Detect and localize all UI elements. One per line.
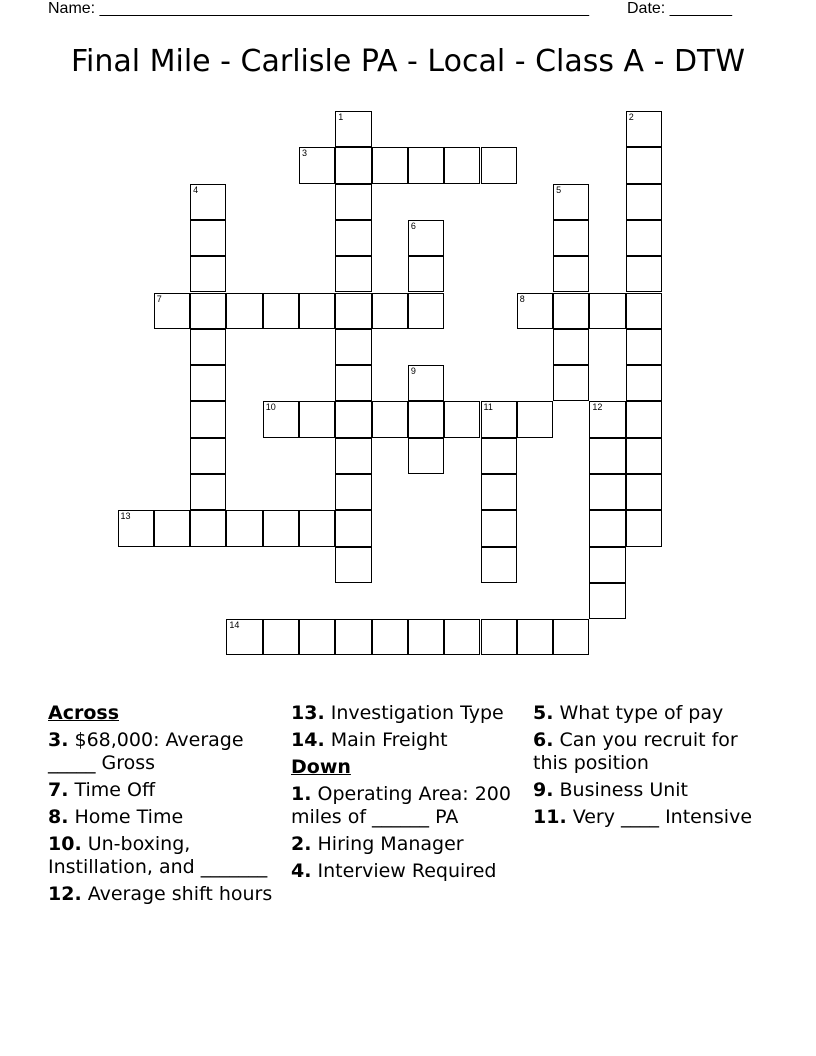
grid-cell[interactable] <box>335 184 371 220</box>
grid-cell[interactable] <box>335 510 371 546</box>
grid-cell[interactable] <box>626 256 662 292</box>
grid-cell[interactable] <box>408 220 444 256</box>
grid-cell[interactable] <box>444 619 480 655</box>
grid-cell[interactable] <box>444 147 480 183</box>
grid-cell[interactable] <box>481 438 517 474</box>
clue-text: Hiring Manager <box>317 833 464 855</box>
cell-number: 14 <box>229 620 240 631</box>
cell-number: 11 <box>483 402 493 413</box>
grid-cell[interactable] <box>190 401 226 437</box>
grid-cell[interactable] <box>335 547 371 583</box>
clue-across-10 <box>48 833 273 879</box>
grid-cell[interactable] <box>408 438 444 474</box>
grid-cell[interactable] <box>626 184 662 220</box>
across-heading: Across <box>48 702 120 724</box>
grid-cell[interactable] <box>335 474 371 510</box>
clue-column-2 <box>291 702 516 887</box>
grid-cell[interactable] <box>553 365 589 401</box>
grid-cell[interactable] <box>335 111 371 147</box>
cell-number: 10 <box>265 402 276 413</box>
cell-number: 6 <box>410 220 416 231</box>
grid-cell[interactable] <box>626 510 662 546</box>
clue-number: 1. <box>291 783 312 805</box>
clue-number: 10. <box>48 833 82 855</box>
grid-cell[interactable] <box>118 510 154 546</box>
clue-down-11 <box>533 806 758 829</box>
clue-across-12 <box>48 883 273 906</box>
grid-cell[interactable] <box>626 111 662 147</box>
grid-cell[interactable] <box>190 438 226 474</box>
cell-number: 5 <box>556 184 562 195</box>
grid-cell[interactable] <box>263 293 299 329</box>
grid-cell[interactable] <box>481 510 517 546</box>
clue-text: Home Time <box>74 806 184 828</box>
clue-number: 12. <box>48 883 82 905</box>
clue-text: Operating Area: 200 miles of ______ PA <box>291 783 511 828</box>
grid-cell[interactable] <box>190 220 226 256</box>
grid-cell[interactable] <box>589 547 625 583</box>
clue-number: 4. <box>291 860 312 882</box>
grid-cell[interactable] <box>335 329 371 365</box>
grid-cell[interactable] <box>299 147 335 183</box>
grid-cell[interactable] <box>589 583 625 619</box>
grid-cell[interactable] <box>299 510 335 546</box>
clue-text: Un-boxing, Instillation, and _______ <box>48 833 268 878</box>
grid-cell[interactable] <box>481 547 517 583</box>
grid-cell[interactable] <box>626 365 662 401</box>
grid-cell[interactable] <box>517 401 553 437</box>
grid-cell[interactable] <box>335 147 371 183</box>
grid-cell[interactable] <box>626 147 662 183</box>
cell-number: 9 <box>410 366 416 377</box>
grid-cell[interactable] <box>553 293 589 329</box>
grid-cell[interactable] <box>626 438 662 474</box>
grid-cell[interactable] <box>626 220 662 256</box>
clue-number: 14. <box>291 729 325 751</box>
grid-cell[interactable] <box>589 510 625 546</box>
grid-cell[interactable] <box>372 293 408 329</box>
grid-cell[interactable] <box>553 220 589 256</box>
cell-number: 12 <box>592 402 603 413</box>
grid-cell[interactable] <box>190 510 226 546</box>
cell-number: 7 <box>156 293 162 304</box>
grid-cell[interactable] <box>335 293 371 329</box>
grid-cell[interactable] <box>444 401 480 437</box>
clue-number: 3. <box>48 729 69 751</box>
grid-cell[interactable] <box>408 256 444 292</box>
grid-cell[interactable] <box>372 619 408 655</box>
clue-text: Can you recruit for this position <box>533 729 738 774</box>
grid-cell[interactable] <box>226 510 262 546</box>
grid-cell[interactable] <box>589 438 625 474</box>
clue-text: Time Off <box>74 779 156 801</box>
clue-across-8 <box>48 806 273 829</box>
grid-cell[interactable] <box>589 401 625 437</box>
grid-cell[interactable] <box>408 619 444 655</box>
clue-text: Average shift hours <box>87 883 273 905</box>
clue-text: Business Unit <box>559 779 689 801</box>
clue-across-13 <box>291 702 516 725</box>
grid-cell[interactable] <box>372 401 408 437</box>
grid-cell[interactable] <box>263 510 299 546</box>
grid-cell[interactable] <box>335 438 371 474</box>
cell-number: 13 <box>120 511 131 522</box>
grid-cell[interactable] <box>190 256 226 292</box>
grid-cell[interactable] <box>335 401 371 437</box>
clue-number: 7. <box>48 779 69 801</box>
clue-number: 8. <box>48 806 69 828</box>
grid-cell[interactable] <box>372 147 408 183</box>
clue-across-14 <box>291 729 516 752</box>
cell-number: 3 <box>302 148 308 159</box>
grid-cell[interactable] <box>299 401 335 437</box>
grid-cell[interactable] <box>626 293 662 329</box>
clue-down-4 <box>291 860 516 883</box>
clue-number: 11. <box>533 806 567 828</box>
clue-number: 6. <box>533 729 554 751</box>
grid-cell[interactable] <box>481 619 517 655</box>
clue-text: What type of pay <box>559 702 724 724</box>
grid-cell[interactable] <box>589 474 625 510</box>
grid-cell[interactable] <box>299 293 335 329</box>
clue-column-3 <box>533 702 758 833</box>
grid-cell[interactable] <box>517 619 553 655</box>
grid-cell[interactable] <box>335 220 371 256</box>
clue-across-3 <box>48 729 273 775</box>
clue-text: Main Freight <box>330 729 448 751</box>
clue-text: Investigation Type <box>330 702 504 724</box>
grid-cell[interactable] <box>154 293 190 329</box>
grid-cell[interactable] <box>626 474 662 510</box>
grid-cell[interactable] <box>190 474 226 510</box>
cell-number: 4 <box>193 184 199 195</box>
clue-down-2 <box>291 833 516 856</box>
grid-cell[interactable] <box>263 401 299 437</box>
clue-text: Interview Required <box>317 860 497 882</box>
cell-number: 2 <box>628 112 634 122</box>
grid-cell[interactable] <box>190 184 226 220</box>
grid-cell[interactable] <box>481 401 517 437</box>
down-heading: Down <box>291 756 351 778</box>
grid-cell[interactable] <box>626 329 662 365</box>
grid-cell[interactable] <box>408 147 444 183</box>
grid-cell[interactable] <box>408 293 444 329</box>
grid-cell[interactable] <box>408 401 444 437</box>
clue-number: 13. <box>291 702 325 724</box>
grid-cell[interactable] <box>481 147 517 183</box>
grid-cell[interactable] <box>190 329 226 365</box>
grid-cell[interactable] <box>553 184 589 220</box>
clue-across-7 <box>48 779 273 802</box>
grid-cell[interactable] <box>335 619 371 655</box>
clue-number: 5. <box>533 702 554 724</box>
grid-cell[interactable] <box>190 293 226 329</box>
clue-down-9 <box>533 779 758 802</box>
grid-cell[interactable] <box>589 293 625 329</box>
grid-cell[interactable] <box>553 619 589 655</box>
grid-cell[interactable] <box>517 293 553 329</box>
clue-number: 2. <box>291 833 312 855</box>
grid-cell[interactable] <box>335 256 371 292</box>
grid-cell[interactable] <box>335 365 371 401</box>
clue-column-1 <box>48 702 273 910</box>
grid-cell[interactable] <box>154 510 190 546</box>
grid-cell[interactable] <box>226 293 262 329</box>
clue-down-1 <box>291 783 516 829</box>
date-field-label: Date: _______ <box>627 0 732 17</box>
grid-cell[interactable] <box>626 401 662 437</box>
grid-cell[interactable] <box>226 619 262 655</box>
clue-down-5 <box>533 702 758 725</box>
name-field-label: Name: _______________________________________________________ <box>48 0 589 17</box>
clue-text: $68,000: Average _____ Gross <box>48 729 244 774</box>
clue-down-6 <box>533 729 758 775</box>
clue-text: Very ____ Intensive <box>572 806 753 828</box>
page-title: Final Mile - Carlisle PA - Local - Class A - DTW <box>70 44 746 79</box>
grid-cell[interactable] <box>481 474 517 510</box>
grid-cell[interactable] <box>190 365 226 401</box>
clue-number: 9. <box>533 779 554 801</box>
grid-cell[interactable] <box>553 256 589 292</box>
grid-cell[interactable] <box>299 619 335 655</box>
cell-number: 8 <box>519 293 525 304</box>
grid-cell[interactable] <box>553 329 589 365</box>
grid-cell[interactable] <box>408 365 444 401</box>
grid-cell[interactable] <box>263 619 299 655</box>
cell-number: 1 <box>338 112 344 122</box>
